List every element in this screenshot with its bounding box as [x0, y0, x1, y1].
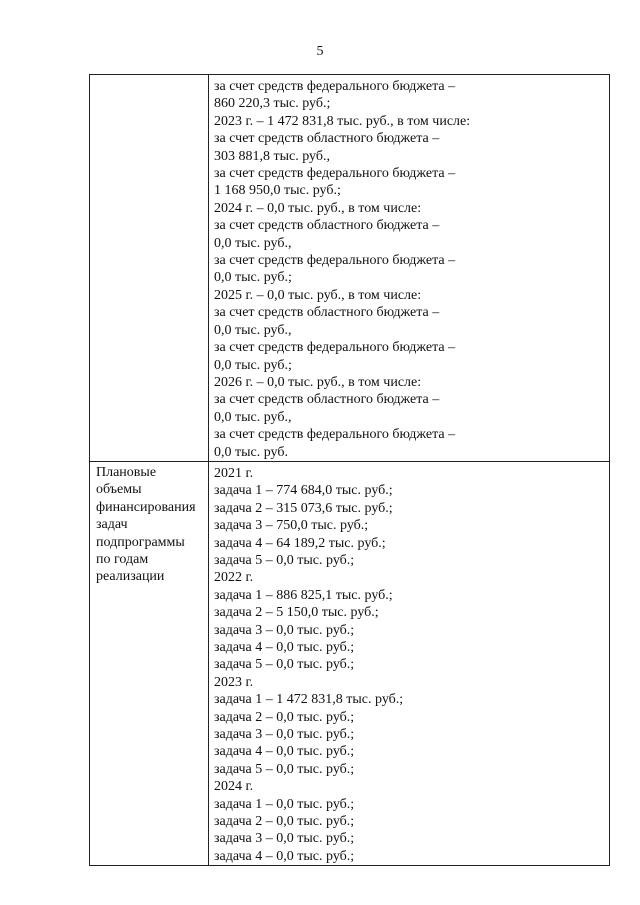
- financing-table: [89, 74, 610, 866]
- row-label-line: Плановые: [96, 464, 157, 480]
- text-line: 2023 г.: [214, 674, 254, 690]
- text-line: задача 3 – 0,0 тыс. руб.;: [214, 622, 355, 638]
- text-line: за счет средств федерального бюджета –: [214, 427, 456, 443]
- row-label-line: задач: [96, 517, 128, 533]
- text-line: за счет средств федерального бюджета –: [214, 340, 456, 356]
- text-line: за счет средств областного бюджета –: [214, 392, 440, 408]
- text-line: задача 3 – 750,0 тыс. руб.;: [214, 518, 369, 534]
- row-label-line: подпрограммы: [96, 534, 185, 550]
- text-line: задача 2 – 315 073,6 тыс. руб.;: [214, 500, 393, 516]
- table-row: [90, 75, 610, 462]
- text-line: 2024 г.: [214, 779, 254, 795]
- row-label-line: по годам: [96, 551, 149, 567]
- text-line: задача 5 – 0,0 тыс. руб.;: [214, 657, 355, 673]
- row-label-line: реализации: [96, 569, 165, 585]
- text-line: 1 168 950,0 тыс. руб.;: [214, 183, 341, 199]
- text-line: за счет средств федерального бюджета –: [214, 79, 456, 94]
- text-line: задача 2 – 0,0 тыс. руб.;: [214, 709, 355, 725]
- text-line: 303 881,8 тыс. руб.,: [214, 148, 330, 164]
- row-content-cell: [209, 461, 610, 865]
- text-line: задача 1 – 774 684,0 тыс. руб.;: [214, 483, 393, 499]
- row-label-line: финансирования: [96, 499, 196, 515]
- text-line: 0,0 тыс. руб.: [214, 444, 288, 460]
- text-line: задача 2 – 0,0 тыс. руб.;: [214, 814, 355, 830]
- text-line: за счет средств федерального бюджета –: [214, 166, 456, 182]
- page-number: 5: [316, 44, 324, 59]
- text-line: 0,0 тыс. руб.,: [214, 322, 292, 338]
- text-line: 860 220,3 тыс. руб.;: [214, 96, 331, 112]
- text-line: задача 1 – 886 825,1 тыс. руб.;: [214, 587, 393, 603]
- text-line: задача 4 – 0,0 тыс. руб.;: [214, 848, 355, 864]
- text-line: 0,0 тыс. руб.,: [214, 409, 292, 425]
- text-line: задача 5 – 0,0 тыс. руб.;: [214, 552, 355, 568]
- text-line: 2022 г.: [214, 570, 254, 586]
- text-line: за счет средств областного бюджета –: [214, 131, 440, 147]
- text-line: задача 4 – 0,0 тыс. руб.;: [214, 640, 355, 655]
- text-line: за счет средств областного бюджета –: [214, 218, 440, 234]
- text-line: 2025 г. – 0,0 тыс. руб., в том числе:: [214, 287, 422, 303]
- text-line: 2021 г.: [214, 465, 254, 481]
- row-content-cell: [209, 75, 610, 462]
- text-line: за счет средств областного бюджета –: [214, 305, 440, 321]
- text-line: задача 1 – 0,0 тыс. руб.;: [214, 796, 355, 812]
- text-line: задача 4 – 0,0 тыс. руб.;: [214, 744, 355, 760]
- text-line: 0,0 тыс. руб.,: [214, 235, 292, 251]
- row-label-cell: [90, 461, 209, 865]
- text-line: 2023 г. – 1 472 831,8 тыс. руб., в том числе:: [214, 113, 471, 129]
- text-line: задача 3 – 0,0 тыс. руб.;: [214, 831, 355, 847]
- row-label-cell: [90, 75, 209, 462]
- text-line: 2026 г. – 0,0 тыс. руб., в том числе:: [214, 374, 422, 390]
- text-line: 0,0 тыс. руб.;: [214, 357, 292, 373]
- row-label-line: объемы: [96, 482, 142, 498]
- text-line: за счет средств федерального бюджета –: [214, 253, 456, 269]
- text-line: 0,0 тыс. руб.;: [214, 270, 292, 286]
- text-line: задача 1 – 1 472 831,8 тыс. руб.;: [214, 692, 404, 708]
- text-line: задача 5 – 0,0 тыс. руб.;: [214, 761, 355, 777]
- text-line: задача 3 – 0,0 тыс. руб.;: [214, 727, 355, 743]
- text-line: задача 4 – 64 189,2 тыс. руб.;: [214, 535, 386, 551]
- text-line: 2024 г. – 0,0 тыс. руб., в том числе:: [214, 200, 422, 216]
- text-line: задача 2 – 5 150,0 тыс. руб.;: [214, 605, 379, 621]
- table-row: [90, 461, 610, 865]
